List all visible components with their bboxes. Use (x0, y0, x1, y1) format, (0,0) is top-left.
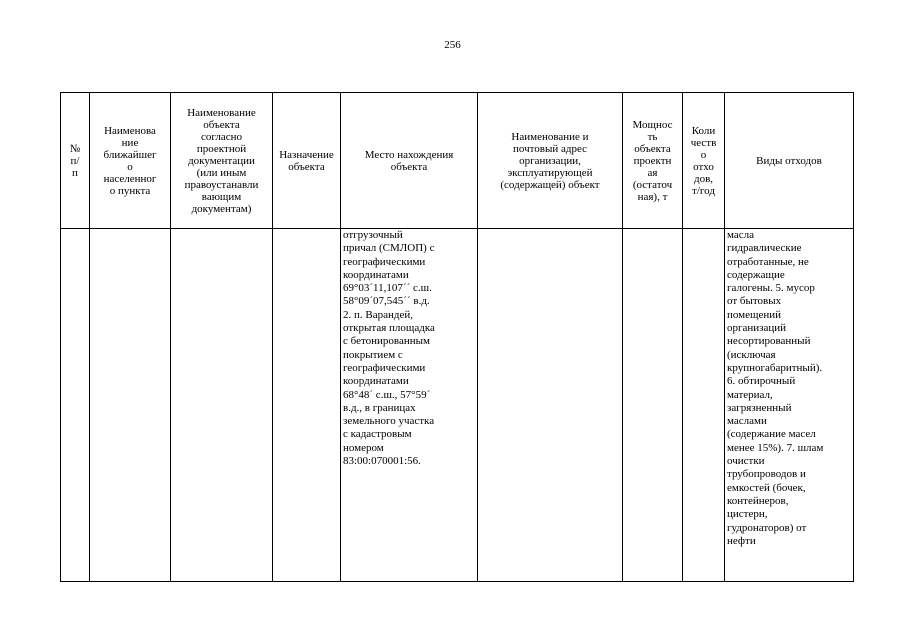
header-quantity: Коли честв о отхо дов, т/год (683, 93, 725, 229)
table-header-row (61, 93, 854, 229)
table-row (61, 229, 854, 582)
cell-settlement (90, 229, 171, 582)
cell-purpose (273, 229, 341, 582)
cell-location: отгрузочный причал (СМЛОП) с географическими координатами 69°03´11,107´´ с.ш. 58°09´07,545´´ в.д. 2. п. Варандей, открытая площадка с бетонированным покрытием с географическими координатами 68°48´ с.ш., 57°59´ в.д., в границах земельного участка с кадастровым номером 83:00:070001:56. (341, 229, 478, 582)
cell-quantity (683, 229, 725, 582)
cell-organization (478, 229, 623, 582)
waste-facilities-table (60, 92, 854, 582)
cell-number (61, 229, 90, 582)
header-number: № п/ п (61, 93, 90, 229)
cell-capacity (623, 229, 683, 582)
header-object-name: Наименование объекта согласно проектной документации (или иным правоустанавли вающим документам) (171, 93, 273, 229)
header-settlement: Наименова ние ближайшег о населенног о пункта (90, 93, 171, 229)
page-number: 256 (444, 39, 461, 51)
header-waste-types: Виды отходов (725, 93, 854, 229)
header-organization: Наименование и почтовый адрес организации, эксплуатирующей (содержащей) объект (478, 93, 623, 229)
cell-object-name (171, 229, 273, 582)
header-location: Место нахождения объекта (341, 93, 478, 229)
header-purpose: Назначение объекта (273, 93, 341, 229)
cell-waste-types: масла гидравлические отработанные, не содержащие галогены. 5. мусор от бытовых помещений организаций несортированный (исключая крупногабаритный). 6. обтирочный материал, загрязненный маслами (содержание масел менее 15%). 7. шлам очистки трубопроводов и емкостей (бочек, контейнеров, цистерн, гудронаторов) от нефти (725, 229, 854, 582)
header-capacity: Мощнос ть объекта проектн ая (остаточ ная), т (623, 93, 683, 229)
